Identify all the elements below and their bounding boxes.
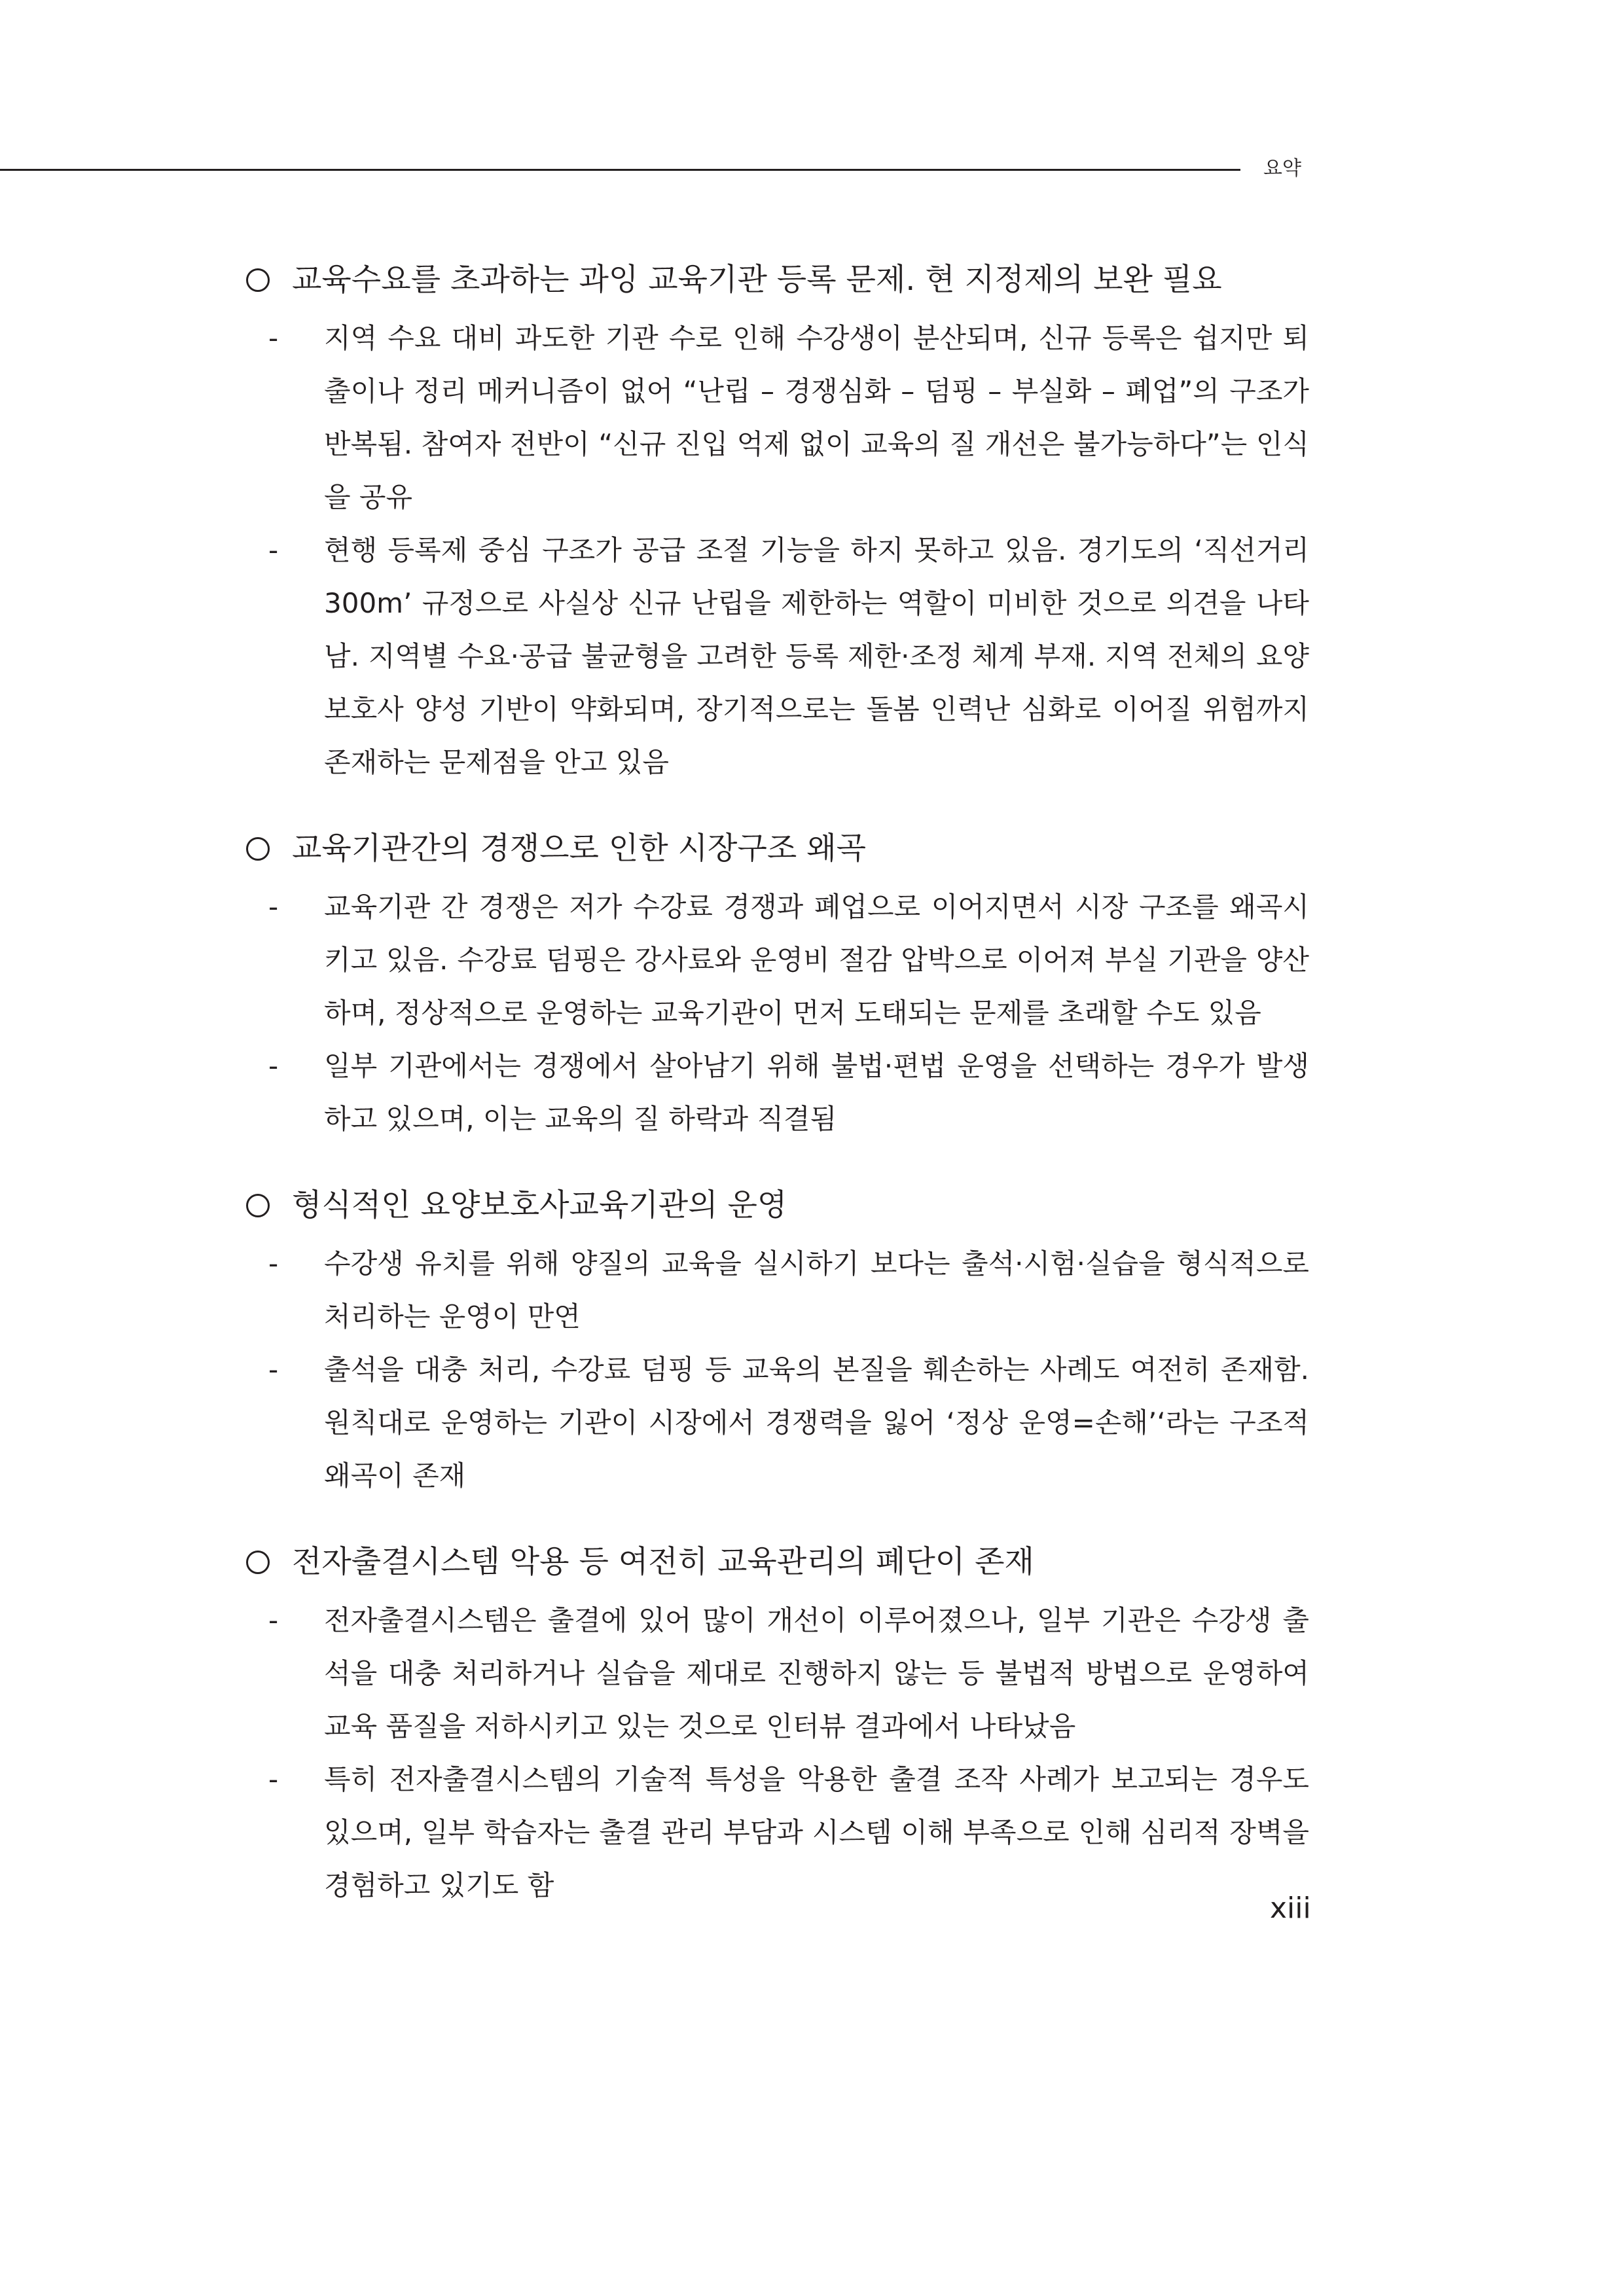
circle-bullet-icon bbox=[246, 837, 270, 861]
list-item-text: 현행 등록제 중심 구조가 공급 조절 기능을 하지 못하고 있음. 경기도의 ‘직선거리 300m’ 규정으로 사실상 신규 난립을 제한하는 역할이 미비한 것으로 의견을 나타남. 지역별 수요·공급 불균형을 고려한 등록 제한·조정 체계 부재. 지역 전체의 요양보호사 양성 기반이 약화되며, 장기적으로는 돌봄 인력난 심화로 이어질 위험까지 존재하는 문제점을 안고 있음 bbox=[324, 534, 1309, 778]
dash-bullet: - bbox=[268, 322, 279, 354]
section-heading-text: 형식적인 요양보호사교육기관의 운영 bbox=[292, 1187, 787, 1223]
section-2 bbox=[242, 823, 1309, 1145]
dash-bullet: - bbox=[268, 1247, 279, 1280]
dash-bullet: - bbox=[268, 1050, 279, 1082]
dash-bullet: - bbox=[268, 1763, 279, 1795]
list-item bbox=[268, 1343, 1309, 1502]
page-number: xiii bbox=[1270, 1892, 1311, 1925]
list-item bbox=[268, 1039, 1309, 1145]
section-heading bbox=[242, 823, 1309, 875]
running-header: 요약 bbox=[1263, 157, 1301, 180]
circle-bullet-icon bbox=[246, 1194, 270, 1217]
list-item-text: 전자출결시스템은 출결에 있어 많이 개선이 이루어졌으나, 일부 기관은 수강생 출석을 대충 처리하거나 실습을 제대로 진행하지 않는 등 불법적 방법으로 운영하여 교육 품질을 저하시키고 있는 것으로 인터뷰 결과에서 나타났음 bbox=[324, 1604, 1309, 1742]
list-item-text: 출석을 대충 처리, 수강료 덤핑 등 교육의 본질을 훼손하는 사례도 여전히 존재함. 원칙대로 운영하는 기관이 시장에서 경쟁력을 잃어 ‘정상 운영=손해’‘라는 구조적 왜곡이 존재 bbox=[324, 1354, 1309, 1492]
list-item bbox=[268, 524, 1309, 789]
list-item bbox=[268, 1237, 1309, 1343]
dash-bullet: - bbox=[268, 891, 279, 923]
section-heading-text: 교육수요를 초과하는 과잉 교육기관 등록 문제. 현 지정제의 보완 필요 bbox=[292, 262, 1222, 298]
list-item-text: 교육기관 간 경쟁은 저가 수강료 경쟁과 폐업으로 이어지면서 시장 구조를 왜곡시키고 있음. 수강료 덤핑은 강사료와 운영비 절감 압박으로 이어져 부실 기관을 양산하며, 정상적으로 운영하는 교육기관이 먼저 도태되는 문제를 초래할 수도 있음 bbox=[324, 891, 1309, 1029]
dash-bullet: - bbox=[268, 1354, 279, 1386]
section-heading bbox=[242, 254, 1309, 306]
dash-bullet: - bbox=[268, 1604, 279, 1636]
circle-bullet-icon bbox=[246, 268, 270, 292]
section-heading bbox=[242, 1179, 1309, 1232]
section-4 bbox=[242, 1536, 1309, 1912]
list-item bbox=[268, 312, 1309, 524]
list-item bbox=[268, 880, 1309, 1039]
list-item-text: 일부 기관에서는 경쟁에서 살아남기 위해 불법·편법 운영을 선택하는 경우가 발생하고 있으며, 이는 교육의 질 하락과 직결됨 bbox=[324, 1050, 1309, 1135]
header-rule bbox=[0, 169, 1240, 171]
section-heading bbox=[242, 1536, 1309, 1588]
list-item-text: 특히 전자출결시스템의 기술적 특성을 악용한 출결 조작 사례가 보고되는 경우도 있으며, 일부 학습자는 출결 관리 부담과 시스템 이해 부족으로 인해 심리적 장벽을 경험하고 있기도 함 bbox=[324, 1763, 1309, 1901]
list-item bbox=[268, 1594, 1309, 1753]
section-1 bbox=[242, 254, 1309, 789]
section-heading-text: 교육기관간의 경쟁으로 인한 시장구조 왜곡 bbox=[292, 831, 866, 867]
circle-bullet-icon bbox=[246, 1551, 270, 1574]
list-item-text: 수강생 유치를 위해 양질의 교육을 실시하기 보다는 출석·시험·실습을 형식적으로 처리하는 운영이 만연 bbox=[324, 1247, 1309, 1333]
list-item bbox=[268, 1753, 1309, 1912]
section-heading-text: 전자출결시스템 악용 등 여전히 교육관리의 폐단이 존재 bbox=[292, 1544, 1034, 1580]
document-body bbox=[242, 254, 1309, 1946]
list-item-text: 지역 수요 대비 과도한 기관 수로 인해 수강생이 분산되며, 신규 등록은 쉽지만 퇴출이나 정리 메커니즘이 없어 “난립 – 경쟁심화 – 덤핑 – 부실화 – 폐업”의 구조가 반복됨. 참여자 전반이 “신규 진입 억제 없이 교육의 질 개선은 불가능하다”는 인식을 공유 bbox=[324, 322, 1309, 513]
section-3 bbox=[242, 1179, 1309, 1502]
dash-bullet: - bbox=[268, 534, 279, 566]
